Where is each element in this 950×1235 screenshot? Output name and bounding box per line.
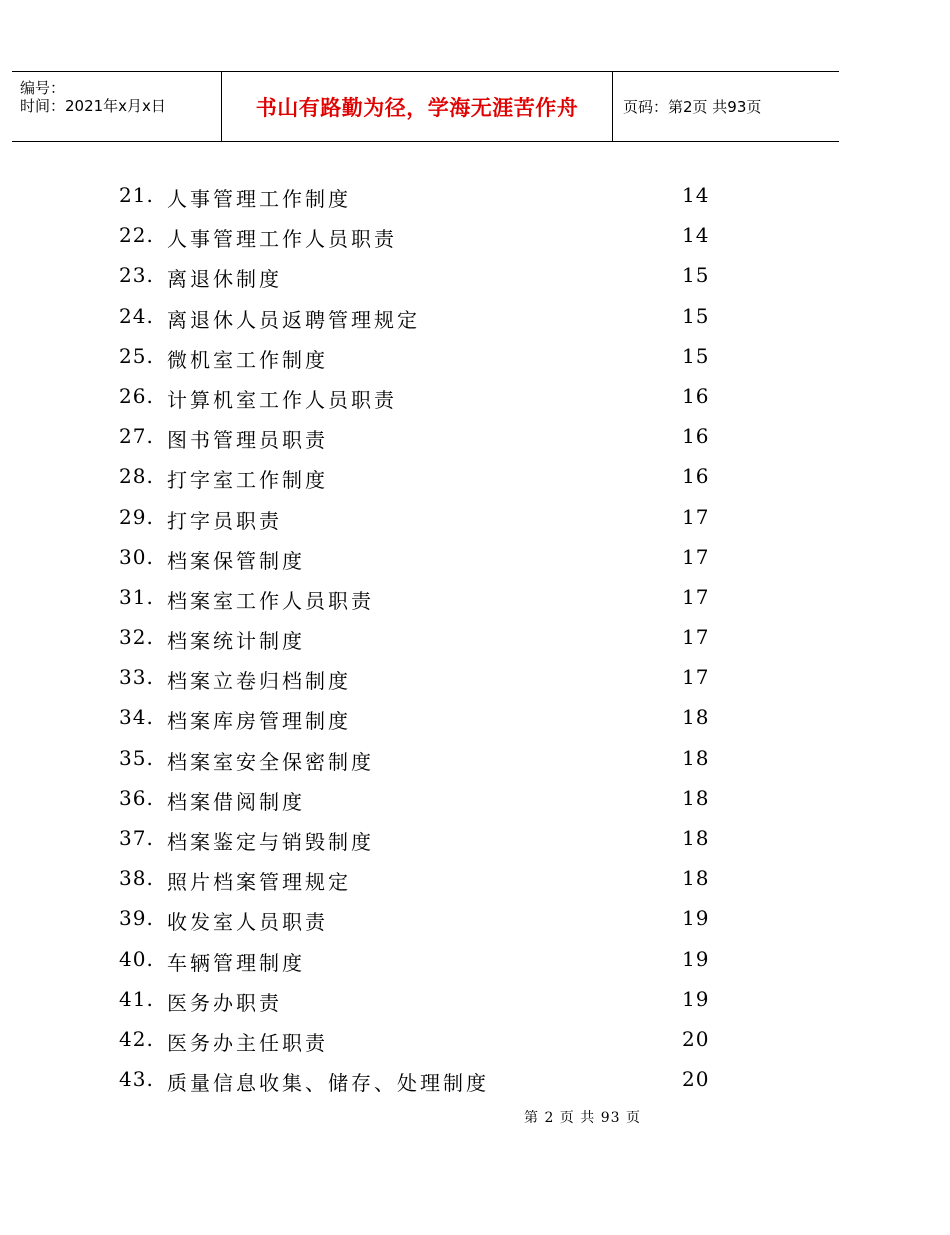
toc-entry-title: 档案鉴定与销毁制度 bbox=[167, 830, 374, 854]
header-meta-cell bbox=[12, 72, 222, 141]
toc-entry-number: 32. bbox=[119, 625, 154, 650]
header-page-cell bbox=[613, 72, 839, 141]
toc-entry[interactable] bbox=[0, 537, 950, 577]
toc-entry-number: 29. bbox=[119, 504, 154, 529]
toc-entry-title: 人事管理工作人员职责 bbox=[167, 227, 397, 252]
toc-entry-page: 19 bbox=[682, 946, 710, 971]
toc-entry-page: 20 bbox=[682, 1026, 710, 1051]
toc-entry-number: 33. bbox=[119, 665, 154, 690]
toc-entry[interactable] bbox=[0, 497, 950, 537]
toc-entry-title: 档案室安全保密制度 bbox=[167, 749, 374, 774]
toc-entry-page: 14 bbox=[682, 223, 710, 248]
toc-entry-page: 17 bbox=[682, 544, 710, 569]
toc-entry-number: 26. bbox=[119, 383, 154, 408]
toc-entry-number: 41. bbox=[119, 986, 154, 1011]
header-motto: 书山有路勤为径，学海无涯苦作舟 bbox=[255, 95, 579, 120]
toc-entry-page: 15 bbox=[682, 263, 710, 288]
toc-entry-number: 23. bbox=[119, 263, 154, 288]
toc-entry-number: 27. bbox=[119, 424, 154, 449]
toc-entry-number: 36. bbox=[119, 785, 154, 810]
toc-entry-title: 照片档案管理规定 bbox=[167, 870, 351, 895]
toc-entry-page: 17 bbox=[682, 584, 710, 609]
header-motto-cell bbox=[222, 72, 613, 141]
toc-entry-page: 17 bbox=[682, 625, 710, 650]
toc-entry-number: 42. bbox=[119, 1026, 154, 1051]
toc-entry-title: 档案统计制度 bbox=[167, 629, 305, 654]
toc-entry-title: 离退休制度 bbox=[167, 267, 282, 292]
toc-entry-title: 档案立卷归档制度 bbox=[167, 669, 351, 694]
toc-entry-number: 35. bbox=[119, 745, 154, 770]
toc-entry[interactable] bbox=[0, 818, 950, 858]
toc-entry-title: 医务办职责 bbox=[167, 990, 282, 1015]
toc-entry-page: 18 bbox=[682, 866, 710, 891]
toc-entry-number: 39. bbox=[119, 906, 154, 931]
toc-entry-number: 37. bbox=[119, 826, 154, 850]
toc-entry[interactable] bbox=[0, 1019, 950, 1059]
toc-entry-number: 40. bbox=[119, 946, 154, 971]
toc-entry-number: 43. bbox=[119, 1067, 154, 1092]
toc-entry[interactable] bbox=[0, 376, 950, 416]
toc-entry-title: 医务办主任职责 bbox=[167, 1030, 328, 1055]
toc-entry-number: 38. bbox=[119, 866, 154, 891]
toc-entry-number: 21. bbox=[119, 183, 154, 207]
toc-entry[interactable] bbox=[0, 657, 950, 697]
toc-entry[interactable] bbox=[0, 296, 950, 336]
document-code-label: 编号： bbox=[20, 79, 66, 97]
toc-entry-title: 收发室人员职责 bbox=[167, 910, 328, 935]
toc-entry[interactable] bbox=[0, 416, 950, 456]
toc-entry[interactable] bbox=[0, 215, 950, 255]
toc-entry[interactable] bbox=[0, 979, 950, 1019]
toc-entry[interactable] bbox=[0, 336, 950, 376]
toc-entry-number: 28. bbox=[119, 464, 154, 489]
document-time-label: 时间：2021年x月x日 bbox=[20, 97, 166, 115]
toc-entry-number: 22. bbox=[119, 223, 154, 248]
toc-entry-page: 15 bbox=[682, 343, 710, 368]
footer-page-number: 第 2 页 共 93 页 bbox=[524, 1110, 641, 1126]
toc-entry-page: 18 bbox=[682, 785, 710, 810]
toc-entry[interactable] bbox=[0, 939, 950, 979]
toc-entry[interactable] bbox=[0, 617, 950, 657]
toc-entry-title: 计算机室工作人员职责 bbox=[167, 387, 397, 412]
toc-entry-title: 档案室工作人员职责 bbox=[167, 588, 374, 613]
toc-entry[interactable] bbox=[0, 175, 950, 215]
toc-entry-page: 18 bbox=[682, 826, 710, 850]
toc-entry-title: 档案保管制度 bbox=[167, 548, 305, 573]
toc-entry-page: 17 bbox=[682, 665, 710, 690]
toc-entry-page: 17 bbox=[682, 504, 710, 529]
toc-entry-title: 离退休人员返聘管理规定 bbox=[167, 307, 420, 332]
toc-entry[interactable] bbox=[0, 456, 950, 496]
toc-entry[interactable] bbox=[0, 858, 950, 898]
toc-entry[interactable] bbox=[0, 898, 950, 938]
page-header bbox=[12, 71, 839, 142]
toc-entry-title: 图书管理员职责 bbox=[167, 428, 328, 453]
toc-entry-page: 20 bbox=[682, 1067, 710, 1092]
toc-entry[interactable] bbox=[0, 255, 950, 295]
toc-entry[interactable] bbox=[0, 778, 950, 818]
toc-entry-number: 25. bbox=[119, 343, 154, 368]
toc-entry-title: 打字室工作制度 bbox=[167, 468, 328, 493]
toc-entry-number: 34. bbox=[119, 705, 154, 730]
toc-entry-page: 19 bbox=[682, 906, 710, 931]
toc-entry-title: 打字员职责 bbox=[167, 508, 282, 533]
toc-entry-title: 质量信息收集、储存、处理制度 bbox=[167, 1071, 489, 1096]
toc-entry-number: 24. bbox=[119, 303, 154, 328]
toc-entry-title: 人事管理工作制度 bbox=[167, 187, 351, 211]
toc-entry-page: 18 bbox=[682, 705, 710, 730]
toc-entry-page: 15 bbox=[682, 303, 710, 328]
toc-entry-title: 档案库房管理制度 bbox=[167, 709, 351, 734]
toc-entry-title: 档案借阅制度 bbox=[167, 789, 305, 814]
table-of-contents bbox=[0, 175, 950, 1099]
toc-entry[interactable] bbox=[0, 697, 950, 737]
toc-entry-page: 14 bbox=[682, 183, 710, 207]
toc-entry-page: 16 bbox=[682, 383, 710, 408]
toc-entry-page: 16 bbox=[682, 464, 710, 489]
toc-entry-title: 车辆管理制度 bbox=[167, 950, 305, 975]
header-page-info: 页码：第2页 共93页 bbox=[623, 98, 762, 116]
toc-entry-page: 19 bbox=[682, 986, 710, 1011]
toc-entry[interactable] bbox=[0, 738, 950, 778]
toc-entry-page: 16 bbox=[682, 424, 710, 449]
toc-entry-number: 30. bbox=[119, 544, 154, 569]
toc-entry-title: 微机室工作制度 bbox=[167, 347, 328, 372]
toc-entry[interactable] bbox=[0, 1059, 950, 1099]
toc-entry[interactable] bbox=[0, 577, 950, 617]
toc-entry-number: 31. bbox=[119, 584, 154, 609]
toc-entry-page: 18 bbox=[682, 745, 710, 770]
